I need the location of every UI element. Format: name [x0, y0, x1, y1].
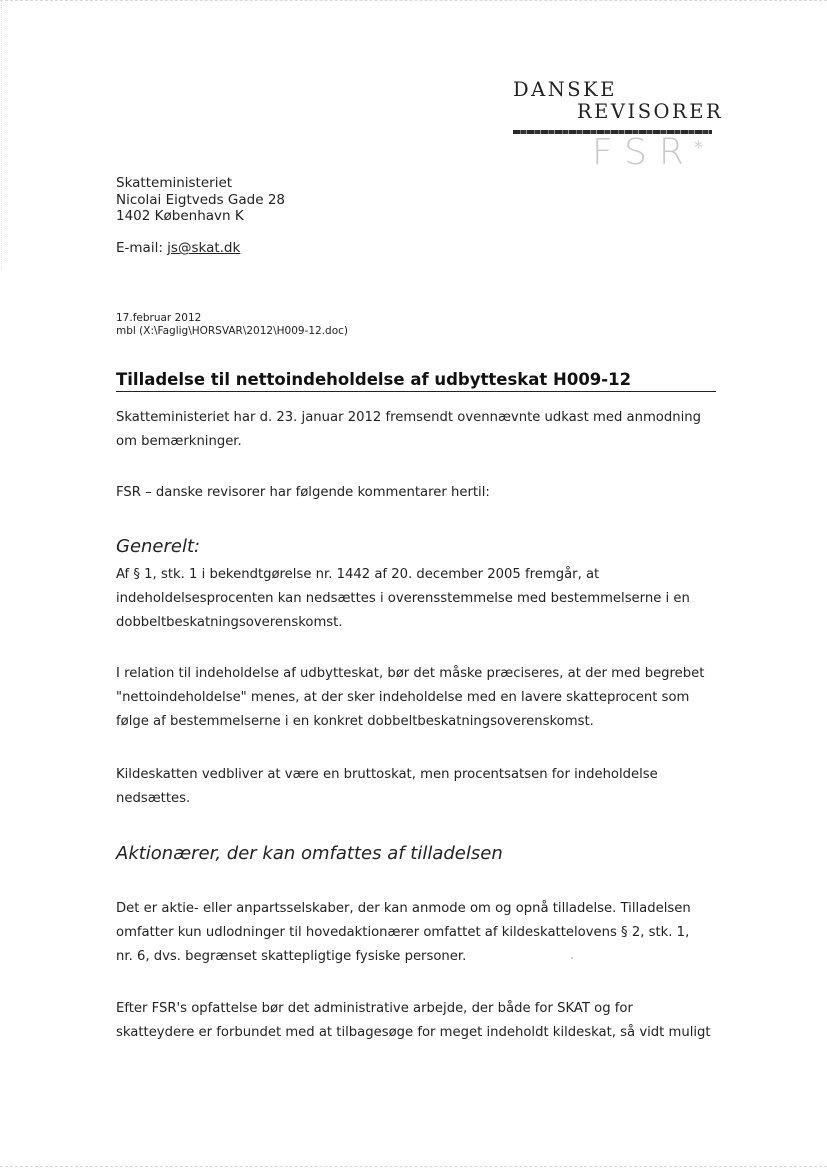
intro-line-1: Skatteministeriet har d. 23. januar 2012 fremsendt ovennævnte udkast med anmodning — [116, 410, 701, 425]
aktionaerer-p1-line-2: omfatter kun udlodninger til hovedaktionærer omfattet af kildeskattelovens § 2, stk. 1, — [116, 925, 690, 940]
aktionaerer-p1-line-3: nr. 6, dvs. begrænset skattepligtige fysiske personer. — [116, 949, 467, 964]
recipient-city: 1402 København K — [116, 208, 244, 224]
intro-line-2: om bemærkninger. — [116, 434, 242, 449]
recipient-street: Nicolai Eigtveds Gade 28 — [116, 192, 286, 208]
aktionaerer-p2-line-1: Efter FSR's opfattelse bør det administrative arbejde, der både for SKAT og for — [116, 1001, 633, 1016]
generelt-p2-line-3: følge af bestemmelserne i en konkret dobbeltbeskatningsoverenskomst. — [116, 714, 594, 729]
email-link[interactable]: js@skat.dk — [167, 240, 241, 256]
scan-edge-bottom — [0, 1166, 827, 1168]
generelt-p1-line-1: Af § 1, stk. 1 i bekendtgørelse nr. 1442 af 20. december 2005 fremgår, at — [116, 567, 600, 582]
file-reference: mbl (X:\Faglig\HORSVAR\2012\H009-12.doc) — [116, 325, 349, 337]
recipient-email — [116, 240, 240, 256]
letter-date: 17.februar 2012 — [116, 312, 202, 324]
recipient-name: Skatteministeriet — [116, 175, 233, 191]
logo-star-icon: * — [694, 138, 703, 158]
intro-comment: FSR – danske revisorer har følgende kommentarer hertil: — [116, 485, 490, 500]
scan-edge-top — [0, 0, 827, 2]
email-label: E-mail: — [116, 240, 168, 256]
scan-edge-left — [1, 0, 3, 270]
aktionaerer-p2-line-2: skatteydere er forbundet med at tilbagesøge for meget indeholdt kildeskat, så vidt muligt — [116, 1025, 711, 1040]
generelt-p2-line-2: "nettoindeholdelse" menes, at der sker indeholdelse med en lavere skatteprocent som — [116, 690, 690, 705]
logo-text-danske: DANSKE — [513, 78, 617, 101]
scan-speck — [571, 957, 573, 959]
heading-aktionaerer: Aktionærer, der kan omfattes af tilladelsen — [116, 843, 503, 864]
generelt-p1-line-3: dobbeltbeskatningsoverenskomst. — [116, 615, 343, 630]
logo-text-revisorer: REVISORER — [577, 100, 724, 123]
heading-generelt: Generelt: — [116, 536, 201, 557]
document-title: Tilladelse til nettoindeholdelse af udbytteskat H009-12 — [116, 370, 716, 392]
fsr-logo — [500, 78, 724, 188]
generelt-p2-line-1: I relation til indeholdelse af udbytteskat, bør det måske præciseres, at der med begrebet — [116, 666, 705, 681]
generelt-p1-line-2: indeholdelsesprocenten kan nedsættes i overensstemmelse med bestemmelserne i en — [116, 591, 690, 606]
logo-mark: FSR — [592, 132, 696, 173]
generelt-p3-line-1: Kildeskatten vedbliver at være en bruttoskat, men procentsatsen for indeholdelse — [116, 767, 658, 782]
aktionaerer-p1-line-1: Det er aktie- eller anpartsselskaber, der kan anmode om og opnå tilladelse. Tilladelsen — [116, 901, 691, 916]
generelt-p3-line-2: nedsættes. — [116, 791, 191, 806]
